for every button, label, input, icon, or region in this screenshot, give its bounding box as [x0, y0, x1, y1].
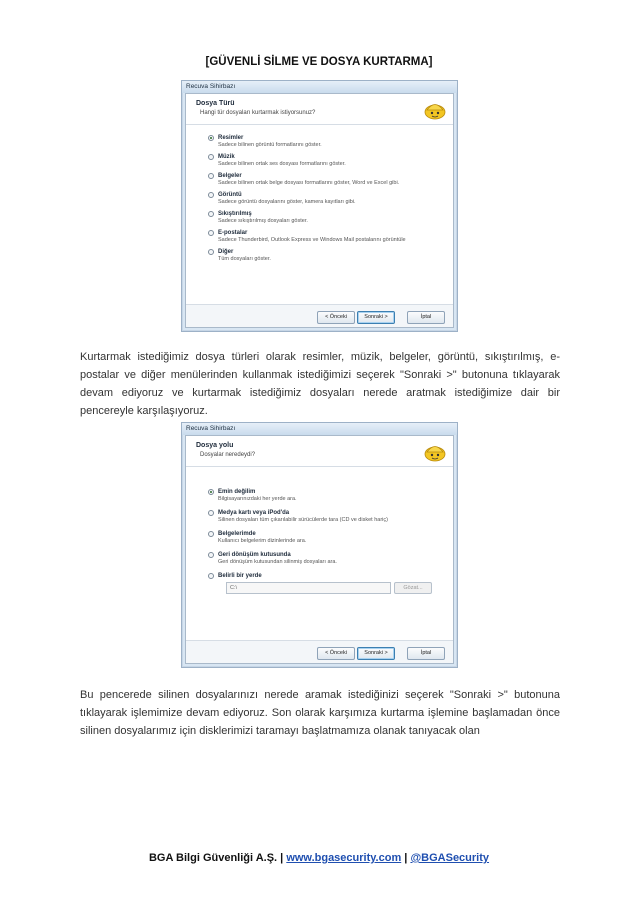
radio-button[interactable]	[208, 249, 214, 255]
file-location-options	[208, 488, 443, 600]
previous-button[interactable]: < Önceki	[317, 311, 355, 324]
option-description: Sadece bilinen görüntü formatlarını göster.	[218, 142, 322, 148]
radio-button[interactable]	[208, 135, 214, 141]
radio-button[interactable]	[208, 531, 214, 537]
wizard-header	[186, 436, 453, 467]
radio-button[interactable]	[208, 230, 214, 236]
option-label: Belgelerimde	[218, 531, 256, 537]
footer-separator: |	[277, 852, 287, 864]
option-resimler[interactable]	[208, 134, 443, 149]
wizard-header-title: Dosya yolu	[196, 442, 234, 449]
option-e-postalar[interactable]	[208, 229, 443, 244]
footer-website-link[interactable]: www.bgasecurity.com	[286, 852, 402, 864]
option-belgeler[interactable]	[208, 172, 443, 187]
option-description: Silinen dosyaları tüm çıkarılabilir sürücülerde tara (CD ve disket hariç)	[218, 517, 388, 523]
option-description: Tüm dosyaları göster.	[218, 256, 271, 262]
radio-button[interactable]	[208, 192, 214, 198]
option-goruntu[interactable]	[208, 191, 443, 206]
wizard-button-bar	[186, 640, 453, 663]
cancel-button[interactable]: İptal	[407, 311, 445, 324]
next-button[interactable]: Sonraki >	[357, 647, 395, 660]
radio-button[interactable]	[208, 211, 214, 217]
option-label: Belirli bir yerde	[218, 573, 262, 579]
option-description: Sadece görüntü dosyalarını göster, kamera kayıtları gibi.	[218, 199, 356, 205]
recuva-hardhat-icon	[423, 97, 447, 121]
option-emin-degilim[interactable]	[208, 488, 443, 503]
option-diger[interactable]	[208, 248, 443, 263]
recuva-wizard-file-location	[181, 422, 458, 668]
recuva-hardhat-icon	[423, 439, 447, 463]
radio-button[interactable]	[208, 489, 214, 495]
option-label: Belgeler	[218, 173, 242, 179]
option-description: Sadece sıkıştırılmış dosyaları göster.	[218, 218, 308, 224]
wizard-header-title: Dosya Türü	[196, 100, 235, 107]
radio-button[interactable]	[208, 510, 214, 516]
option-label: E-postalar	[218, 230, 248, 236]
option-description: Kullanıcı belgelerim dizinlerinde ara.	[218, 538, 307, 544]
option-label: Sıkıştırılmış	[218, 211, 252, 217]
option-geri-donusum[interactable]	[208, 551, 443, 566]
paragraph-1: Kurtarmak istediğimiz dosya türleri olarak resimler, müzik, belgeler, görüntü, sıkıştırılmış, e-postalar ve diğer menülerinden kullanmak istediğimizi seçerek "Sonraki >" butonuna tıklayarak devam ediyoruz ve kurtarmak istediğimiz dosyaları nerede aratmak istediğimize dair bir pencereyle karşılaşıyoruz.	[80, 351, 560, 417]
option-belirli-yer[interactable]	[208, 572, 443, 594]
option-label: Diğer	[218, 249, 234, 255]
next-button[interactable]: Sonraki >	[357, 311, 395, 324]
footer-twitter-link[interactable]: @BGASecurity	[410, 852, 490, 864]
option-label: Emin değilim	[218, 489, 256, 495]
option-label: Müzik	[218, 154, 235, 160]
file-type-options	[208, 134, 443, 267]
radio-button[interactable]	[208, 154, 214, 160]
recuva-wizard-file-type	[181, 80, 458, 332]
paragraph-2: Bu pencerede silinen dosyalarınızı nerede aramak istediğinizi seçerek "Sonraki >" butonuna tıklayarak işlemimize devam ediyoruz. Son olarak karşımıza kurtarma işlemine başlamadan önce silinen dosyalarımız için disklerimizi taramayı başlatmamıza olanak tanıyacak olan	[80, 689, 560, 737]
option-belgelerimde[interactable]	[208, 530, 443, 545]
option-label: Geri dönüşüm kutusunda	[218, 552, 291, 558]
path-row	[218, 582, 443, 594]
previous-button[interactable]: < Önceki	[317, 647, 355, 660]
wizard-button-bar	[186, 304, 453, 327]
option-muzik[interactable]	[208, 153, 443, 168]
option-description: Sadece Thunderbird, Outlook Express ve Windows Mail postalarını görüntüle	[218, 237, 406, 243]
option-description: Sadece bilinen ortak ses dosyası formatlarını göster.	[218, 161, 346, 167]
option-description: Geri dönüşüm kutusundan silinmiş dosyaları ara.	[218, 559, 337, 565]
window-title: Recuva Sihirbazı	[182, 423, 457, 435]
option-description: Bilgisayarınızdaki her yerde ara.	[218, 496, 297, 502]
footer-company: BGA Bilgi Güvenliği A.Ş.	[148, 852, 278, 864]
path-input[interactable]: C:\	[226, 582, 391, 594]
option-sikistirilmis[interactable]	[208, 210, 443, 225]
cancel-button[interactable]: İptal	[407, 647, 445, 660]
option-label: Resimler	[218, 135, 244, 141]
document-title: [GÜVENLİ SİLME VE DOSYA KURTARMA]	[205, 56, 433, 68]
option-label: Medya kartı veya iPod'da	[218, 510, 290, 516]
option-label: Görüntü	[218, 192, 242, 198]
wizard-header	[186, 94, 453, 125]
option-medya-karti[interactable]	[208, 509, 443, 524]
window-title: Recuva Sihirbazı	[182, 81, 457, 93]
browse-button[interactable]: Gözat...	[394, 582, 432, 594]
wizard-header-subtitle: Hangi tür dosyaları kurtarmak istiyorsunuz?	[200, 110, 316, 116]
option-description: Sadece bilinen ortak belge dosyası formatlarını göster, Word ve Excel gibi.	[218, 180, 400, 186]
page-footer	[0, 852, 638, 864]
footer-separator: |	[401, 852, 411, 864]
wizard-header-subtitle: Dosyalar neredeydi?	[200, 452, 256, 458]
radio-button[interactable]	[208, 552, 214, 558]
radio-button[interactable]	[208, 573, 214, 579]
radio-button[interactable]	[208, 173, 214, 179]
